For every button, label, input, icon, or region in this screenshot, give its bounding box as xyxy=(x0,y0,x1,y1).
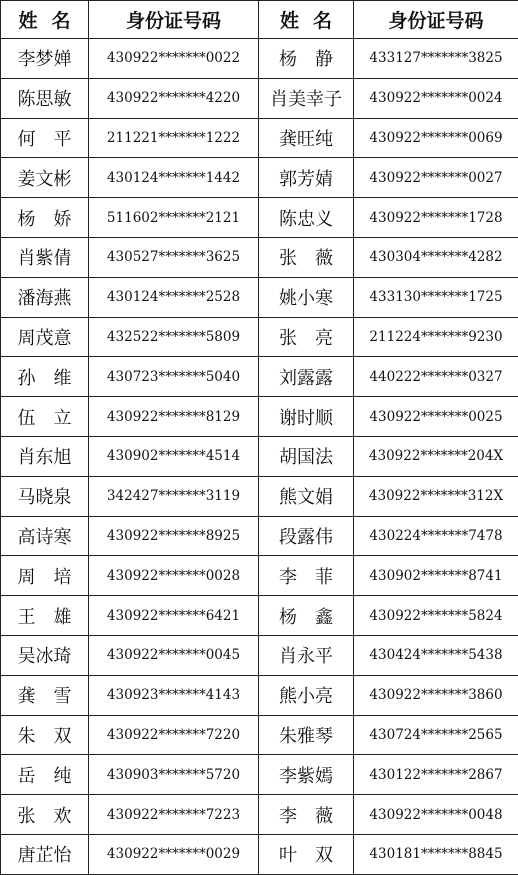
id-number: 430724*******2565 xyxy=(354,715,518,755)
id-number: 430902*******8741 xyxy=(354,556,518,596)
table-row xyxy=(1,198,518,238)
id-number: 430922*******8129 xyxy=(89,397,259,437)
person-name: 熊文娟 xyxy=(259,476,354,516)
table-row xyxy=(1,476,518,516)
id-number: 430922*******0048 xyxy=(354,795,518,835)
person-name: 李 薇 xyxy=(259,795,354,835)
person-name: 高诗寒 xyxy=(1,516,89,556)
id-number: 430922*******7223 xyxy=(89,795,259,835)
person-name: 胡国法 xyxy=(259,436,354,476)
id-number: 433130*******1725 xyxy=(354,277,518,317)
table-row xyxy=(1,755,518,795)
name-header: 姓名 xyxy=(259,1,354,39)
id-number: 430903*******5720 xyxy=(89,755,259,795)
person-name: 张 亮 xyxy=(259,317,354,357)
id-number: 430922*******0069 xyxy=(354,118,518,158)
id-number: 430124*******1442 xyxy=(89,158,259,198)
person-name: 郭芳婧 xyxy=(259,158,354,198)
name-header: 姓名 xyxy=(1,1,89,39)
person-name: 朱 双 xyxy=(1,715,89,755)
id-number: 211224*******9230 xyxy=(354,317,518,357)
id-number: 430922*******7220 xyxy=(89,715,259,755)
id-number: 430922*******0045 xyxy=(89,635,259,675)
id-number: 430922*******204X xyxy=(354,436,518,476)
table-row xyxy=(1,397,518,437)
person-name: 周茂意 xyxy=(1,317,89,357)
id-number: 440222*******0327 xyxy=(354,357,518,397)
id-number: 432522*******5809 xyxy=(89,317,259,357)
person-name: 吴冰琦 xyxy=(1,635,89,675)
table-row xyxy=(1,277,518,317)
table-row xyxy=(1,596,518,636)
table-row xyxy=(1,436,518,476)
id-number-header: 身份证号码 xyxy=(354,1,518,39)
person-name: 李紫嫣 xyxy=(259,755,354,795)
person-name: 何 平 xyxy=(1,118,89,158)
id-number: 430723*******5040 xyxy=(89,357,259,397)
id-number: 430922*******0025 xyxy=(354,397,518,437)
person-name: 杨 鑫 xyxy=(259,596,354,636)
person-name: 杨 静 xyxy=(259,39,354,79)
person-name: 潘海燕 xyxy=(1,277,89,317)
person-name: 谢时顺 xyxy=(259,397,354,437)
id-number-header: 身份证号码 xyxy=(89,1,259,39)
id-number: 430922*******5824 xyxy=(354,596,518,636)
person-name: 叶 双 xyxy=(259,834,354,874)
table-row xyxy=(1,516,518,556)
person-name: 岳 纯 xyxy=(1,755,89,795)
person-name: 朱雅琴 xyxy=(259,715,354,755)
person-name: 李 菲 xyxy=(259,556,354,596)
person-name: 龚 雪 xyxy=(1,675,89,715)
table-row xyxy=(1,715,518,755)
id-number: 430922*******0027 xyxy=(354,158,518,198)
id-number: 430124*******2528 xyxy=(89,277,259,317)
id-number: 430923*******4143 xyxy=(89,675,259,715)
id-number: 430304*******4282 xyxy=(354,237,518,277)
header-row xyxy=(1,1,518,39)
table-row xyxy=(1,39,518,79)
person-name: 肖东旭 xyxy=(1,436,89,476)
person-name: 龚旺纯 xyxy=(259,118,354,158)
id-number: 433127*******3825 xyxy=(354,39,518,79)
id-number: 430922*******1728 xyxy=(354,198,518,238)
id-number: 430922*******3860 xyxy=(354,675,518,715)
person-name: 肖美幸子 xyxy=(259,78,354,118)
table-row xyxy=(1,675,518,715)
table-row xyxy=(1,834,518,874)
id-number: 430922*******6421 xyxy=(89,596,259,636)
id-number: 430527*******3625 xyxy=(89,237,259,277)
person-name: 马晓泉 xyxy=(1,476,89,516)
person-name: 唐芷怡 xyxy=(1,834,89,874)
table-row xyxy=(1,357,518,397)
id-number: 430424*******5438 xyxy=(354,635,518,675)
id-number: 211221*******1222 xyxy=(89,118,259,158)
id-number: 430902*******4514 xyxy=(89,436,259,476)
person-name: 张 薇 xyxy=(259,237,354,277)
table-row xyxy=(1,635,518,675)
table-body xyxy=(1,39,518,875)
person-name: 肖永平 xyxy=(259,635,354,675)
table-row xyxy=(1,118,518,158)
id-number: 430922*******0024 xyxy=(354,78,518,118)
table-row xyxy=(1,795,518,835)
id-number: 430922*******312X xyxy=(354,476,518,516)
person-name: 周 培 xyxy=(1,556,89,596)
person-name: 熊小亮 xyxy=(259,675,354,715)
id-number: 430922*******0028 xyxy=(89,556,259,596)
person-name: 刘露露 xyxy=(259,357,354,397)
person-name: 姚小寒 xyxy=(259,277,354,317)
id-number: 511602*******2121 xyxy=(89,198,259,238)
table-row xyxy=(1,78,518,118)
person-name: 李梦婵 xyxy=(1,39,89,79)
person-name: 王 雄 xyxy=(1,596,89,636)
person-name: 伍 立 xyxy=(1,397,89,437)
id-number: 430224*******7478 xyxy=(354,516,518,556)
table-row xyxy=(1,556,518,596)
id-number: 430922*******8925 xyxy=(89,516,259,556)
person-name: 肖紫倩 xyxy=(1,237,89,277)
person-name: 陈忠义 xyxy=(259,198,354,238)
table-row xyxy=(1,158,518,198)
person-name: 陈思敏 xyxy=(1,78,89,118)
table-row xyxy=(1,317,518,357)
id-number: 430922*******4220 xyxy=(89,78,259,118)
id-number: 342427*******3119 xyxy=(89,476,259,516)
table-row xyxy=(1,237,518,277)
id-number: 430181*******8845 xyxy=(354,834,518,874)
person-name: 张 欢 xyxy=(1,795,89,835)
person-name: 段露伟 xyxy=(259,516,354,556)
id-number: 430922*******0029 xyxy=(89,834,259,874)
person-name: 杨 娇 xyxy=(1,198,89,238)
id-number: 430122*******2867 xyxy=(354,755,518,795)
person-name: 姜文彬 xyxy=(1,158,89,198)
person-name: 孙 维 xyxy=(1,357,89,397)
id-number: 430922*******0022 xyxy=(89,39,259,79)
